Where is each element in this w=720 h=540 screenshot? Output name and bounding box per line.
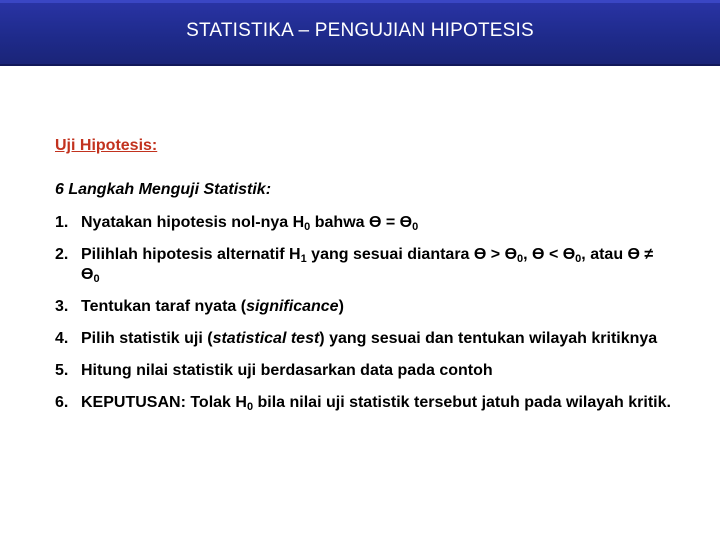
subscript: 0 bbox=[575, 253, 582, 265]
list-item-step-4 bbox=[55, 329, 675, 349]
step-number: 6. bbox=[55, 394, 69, 411]
step-text: Tentukan taraf nyata ( bbox=[81, 298, 247, 315]
step-number: 5. bbox=[55, 362, 69, 379]
step-text: ) bbox=[338, 298, 344, 315]
section-title: Uji Hipotesis: bbox=[55, 137, 158, 154]
subscript: 1 bbox=[300, 253, 307, 265]
list-item-step-2 bbox=[55, 245, 675, 285]
steps-list bbox=[55, 213, 675, 413]
step-text: Pilih statistik uji ( bbox=[81, 330, 213, 347]
step-text: Pilihlah hipotesis alternatif H bbox=[81, 246, 301, 263]
list-item-step-3 bbox=[55, 297, 675, 317]
step-italic-term: statistical test bbox=[212, 330, 320, 347]
subscript: 0 bbox=[517, 253, 524, 265]
step-italic-term: significance bbox=[246, 298, 339, 315]
step-text: Hitung nilai statistik uji berdasarkan data pada contoh bbox=[81, 362, 493, 379]
subscript: 0 bbox=[304, 221, 311, 233]
step-text: , ϴ < ϴ bbox=[523, 246, 576, 263]
step-text: bahwa ϴ = ϴ bbox=[310, 214, 413, 231]
step-number: 2. bbox=[55, 246, 69, 263]
subscript: 0 bbox=[93, 273, 100, 285]
step-number: 4. bbox=[55, 330, 69, 347]
step-text: yang sesuai diantara ϴ > ϴ bbox=[306, 246, 518, 263]
subscript: 0 bbox=[412, 221, 419, 233]
step-text: bila nilai uji statistik tersebut jatuh pada wilayah kritik. bbox=[253, 394, 671, 411]
step-number: 1. bbox=[55, 214, 69, 231]
subscript: 0 bbox=[246, 401, 254, 413]
subheading: 6 Langkah Menguji Statistik: bbox=[55, 181, 272, 198]
step-number: 3. bbox=[55, 298, 69, 315]
step-text: KEPUTUSAN: Tolak H bbox=[81, 394, 247, 411]
step-text: Nyatakan hipotesis nol-nya H bbox=[81, 214, 305, 231]
slide-content bbox=[55, 135, 675, 413]
list-item-step-1 bbox=[55, 213, 675, 233]
step-text: , atau ϴ ≠ ϴ bbox=[81, 246, 654, 283]
list-item-step-5 bbox=[55, 361, 675, 381]
slide-title: STATISTIKA – PENGUJIAN HIPOTESIS bbox=[186, 20, 534, 41]
title-bar bbox=[0, 0, 720, 66]
step-text: ) yang sesuai dan tentukan wilayah kritiknya bbox=[319, 330, 658, 347]
list-item-step-6 bbox=[55, 393, 675, 413]
